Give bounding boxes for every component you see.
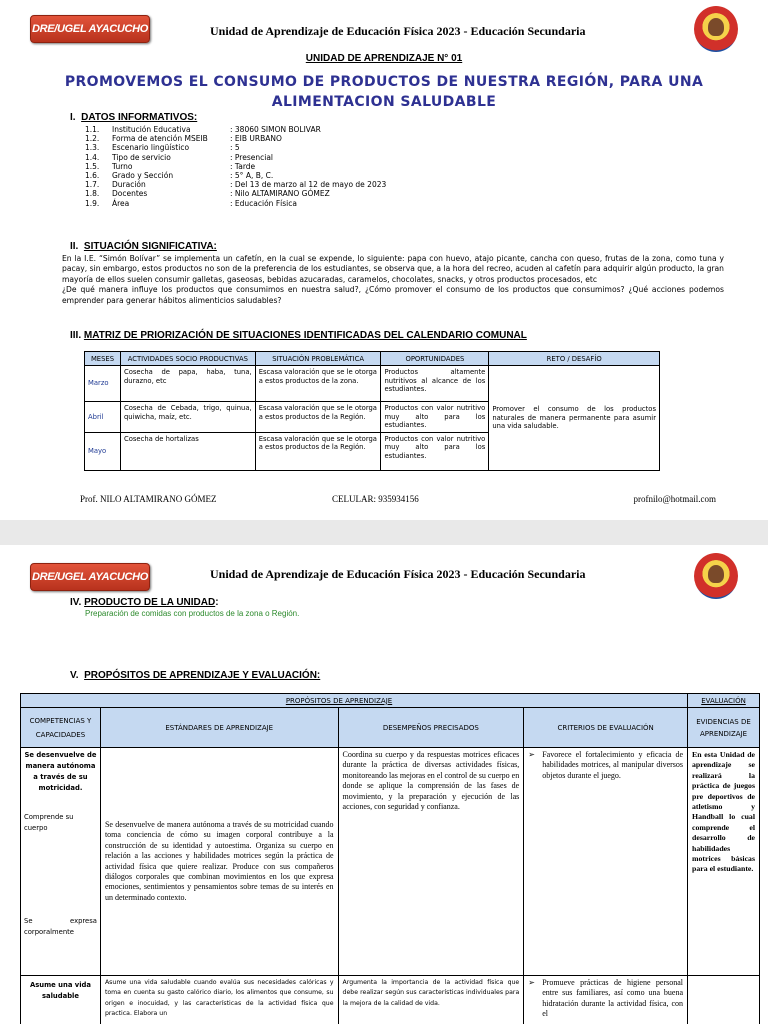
- cell-situacion: Escasa valoración que se le otorga a estos productos de la Región.: [255, 402, 381, 433]
- info-label: Docentes: [112, 189, 148, 199]
- section-heading-matriz: III. MATRIZ DE PRIORIZACIÓN DE SITUACIONES IDENTIFICADAS DEL CALENDARIO COMUNAL: [70, 330, 527, 341]
- section-heading-situacion: II. SITUACIÓN SIGNIFICATIVA:: [70, 241, 217, 252]
- cell-evidencia: En esta Unidad de aprendizaje se realizará la práctica de juegos pre deportivos de atletismo y Handball lo cual comprende el desarrollo de habilidades motrices básicas para el estudiante.: [688, 748, 760, 976]
- info-row: [85, 143, 430, 152]
- info-number: 1.8.: [85, 189, 100, 199]
- info-value: : EIB URBANO: [230, 134, 282, 144]
- group-evaluacion: EVALUACIÓN: [688, 694, 760, 708]
- header-actividades: ACTIVIDADES SOCIO PRODUCTIVAS: [120, 352, 255, 366]
- cell-competencia: Asume una vida saludable: [21, 976, 101, 1024]
- cell-desempeno: Coordina su cuerpo y da respuestas motrices eficaces durante la práctica de diversas actividades físicas, monitoreando las mejoras en el control de su cuerpo en donde se aplique la comprensión de las fases de movimiento, y la preparación y ejecución de las acciones, con seguridad y confianza.: [338, 748, 524, 976]
- info-value: : Educación Física: [230, 198, 297, 208]
- table-row: [21, 748, 760, 976]
- info-value: : 38060 SIMON BOLIVAR: [230, 125, 321, 134]
- unit-title: PROMOVEMOS EL CONSUMO DE PRODUCTOS DE NUESTRA REGIÓN, PARA UNA ALIMENTACION SALUDABLE: [64, 74, 704, 110]
- info-label: Escenario lingüístico: [112, 143, 190, 153]
- cell-estandar: Se desenvuelve de manera autónoma a través de su motricidad cuando toma conciencia de cómo su imagen corporal contribuye a la construcción de su identidad y autoestima. Organiza su cuerpo en relación a las acciones y habilidades motrices según la práctica de actividad física que quiere realizar. Produce con sus compañeros diálogos corporales que combinan movimientos en los que expresa emociones, sentimientos y pensamientos sobre temas de su interés en un determinado contexto.: [100, 748, 338, 976]
- cell-competencia: Se desenvuelve de manera autónoma a través de su motricidad. Comprende su cuerpo Se expresa corporalmente: [21, 748, 101, 976]
- header-meses: MESES: [85, 352, 121, 366]
- info-row: [85, 189, 430, 198]
- priority-matrix-table: [84, 351, 660, 471]
- purposes-group-row: [21, 694, 760, 708]
- info-label: Tipo de servicio: [112, 152, 171, 162]
- header-title: Unidad de Aprendizaje de Educación Física 2023 - Educación Secundaria: [210, 24, 586, 38]
- matrix-header-row: [85, 352, 660, 366]
- info-label: Duración: [112, 180, 146, 190]
- cell-reto: Promover el consumo de los productos naturales de manera permanente para asumir una vida saludable.: [489, 366, 660, 471]
- group-propositos: PROPÓSITOS DE APRENDIZAJE: [21, 694, 688, 708]
- cell-desempeno: Argumenta la importancia de la actividad física que debe realizar según sus características individuales para la mejora de la calidad de vida.: [338, 976, 524, 1024]
- info-label: Forma de atención MSEIB: [112, 134, 208, 144]
- cell-oportunidad: Productos con valor nutritivo muy alto para los estudiantes.: [381, 432, 489, 470]
- page-gap: [0, 520, 768, 545]
- info-number: 1.4.: [85, 152, 100, 162]
- header-criterios: CRITERIOS DE EVALUACIÓN: [524, 708, 688, 748]
- purposes-header-row: [21, 708, 760, 748]
- header-desempenos: DESEMPEÑOS PRECISADOS: [338, 708, 524, 748]
- info-row: [85, 199, 430, 208]
- info-number: 1.1.: [85, 125, 100, 134]
- section-heading-propositos: V. PROPÓSITOS DE APRENDIZAJE Y EVALUACIÓN:: [70, 670, 321, 681]
- header-evidencias: EVIDENCIAS DE APRENDIZAJE: [688, 708, 760, 748]
- info-label: Institución Educativa: [112, 125, 191, 134]
- cell-mes: Abril: [85, 402, 121, 433]
- header-oportunidades: OPORTUNIDADES: [381, 352, 489, 366]
- school-emblem-icon: [694, 6, 738, 52]
- info-label: Turno: [112, 161, 133, 171]
- dre-ugel-logo: DRE/UGEL AYACUCHO: [30, 563, 150, 591]
- situation-paragraph: En la I.E. “Simón Bolívar” se implementa un cafetín, en la cual se expende, lo siguiente: papa con huevo, atajo picante, cancha con queso, frutas de la zona, como tuna y pacay, sin embargo, estos productos no son de la preferencia de los estudiantes, se observa que, a la hora del recreo, acuden al cafetín para adquirir algún producto, la gran mayoría de ellos suelen consumir galletas, gaseosas, bebidas azucaradas, caramelos, chocolates, snacks, y otros productos procesados, etc ¿De qué manera influye los productos que consumimos en nuestra salud?, ¿Cómo promover el consumo de los productos que consumimos? ¿Qué acciones podemos emprender para generar hábitos alimenticios saludables?: [62, 254, 724, 305]
- info-number: 1.9.: [85, 198, 100, 208]
- section-heading-producto: IV. PRODUCTO DE LA UNIDAD:: [70, 597, 219, 608]
- info-row: [85, 162, 430, 171]
- info-number: 1.2.: [85, 134, 100, 144]
- cell-actividad: Cosecha de papa, haba, tuna, durazno, etc: [120, 366, 255, 402]
- cell-estandar: Asume una vida saludable cuando evalúa sus necesidades calóricas y toma en cuenta su gasto calórico diario, los alimentos que consume, su origen e inocuidad, y las características de la actividad física que practica. Elabora un: [100, 976, 338, 1024]
- info-number: 1.5.: [85, 161, 100, 171]
- cell-actividad: Cosecha de Cebada, trigo, quinua, quiwicha, maíz, etc.: [120, 402, 255, 433]
- info-row: [85, 134, 430, 143]
- info-value: : 5° A, B, C.: [230, 170, 274, 180]
- info-value: : Del 13 de marzo al 12 de mayo de 2023: [230, 180, 387, 190]
- info-value: : 5: [230, 143, 240, 153]
- info-number: 1.3.: [85, 143, 100, 153]
- cell-criterio: ➢ Promueve prácticas de higiene personal entre sus familiares, así como una buena hidratación durante la actividad física, con el: [524, 976, 688, 1024]
- dre-ugel-logo: DRE/UGEL AYACUCHO: [30, 15, 150, 43]
- cell-evidencia: [688, 976, 760, 1024]
- school-emblem-icon: [694, 553, 738, 599]
- cell-mes: Marzo: [85, 366, 121, 402]
- cell-mes: Mayo: [85, 432, 121, 470]
- unit-number: UNIDAD DE APRENDIZAJE N° 01: [305, 53, 463, 64]
- cell-oportunidad: Productos altamente nutritivos al alcance de los estudiantes.: [381, 366, 489, 402]
- header-title: Unidad de Aprendizaje de Educación Física 2023 - Educación Secundaria: [210, 567, 586, 581]
- cell-situacion: Escasa valoración que se le otorga a estos productos de la zona.: [255, 366, 381, 402]
- info-row: [85, 180, 430, 189]
- header-situacion: SITUACIÓN PROBLEMÁTICA: [255, 352, 381, 366]
- footer-email[interactable]: profnilo@hotmail.com: [633, 494, 716, 504]
- cell-actividad: Cosecha de hortalizas: [120, 432, 255, 470]
- info-value: : Tarde: [230, 161, 256, 171]
- info-label: Área: [112, 198, 130, 208]
- cell-oportunidad: Productos con valor nutritivo muy alto para los estudiantes.: [381, 402, 489, 433]
- cell-criterio: ➢ Favorece el fortalecimiento y eficacia de habilidades motrices, al manipular diversos objetos durante el juego.: [524, 748, 688, 976]
- info-row: [85, 171, 430, 180]
- footer-teacher: Prof. NILO ALTAMIRANO GÓMEZ: [80, 494, 217, 504]
- section-heading-datos: I. DATOS INFORMATIVOS:: [70, 112, 198, 123]
- info-value: : Presencial: [230, 152, 273, 162]
- info-list: [85, 125, 430, 208]
- info-value: : Nilo ALTAMIRANO GÓMEZ: [230, 189, 330, 199]
- table-row: [21, 976, 760, 1024]
- cell-situacion: Escasa valoración que se le otorga a estos productos de la Región.: [255, 432, 381, 470]
- info-label: Grado y Sección: [112, 170, 174, 180]
- table-row: [85, 366, 660, 402]
- header-competencias: COMPETENCIAS Y CAPACIDADES: [21, 708, 101, 748]
- info-row: [85, 153, 430, 162]
- footer-phone: CELULAR: 935934156: [332, 494, 419, 504]
- info-number: 1.6.: [85, 170, 100, 180]
- info-row: [85, 125, 430, 134]
- header-estandares: ESTÁNDARES DE APRENDIZAJE: [100, 708, 338, 748]
- info-number: 1.7.: [85, 180, 100, 190]
- header-reto: RETO / DESAFÍO: [489, 352, 660, 366]
- purposes-table: [20, 693, 760, 1024]
- product-text: Preparación de comidas con productos de la zona o Región.: [85, 609, 300, 618]
